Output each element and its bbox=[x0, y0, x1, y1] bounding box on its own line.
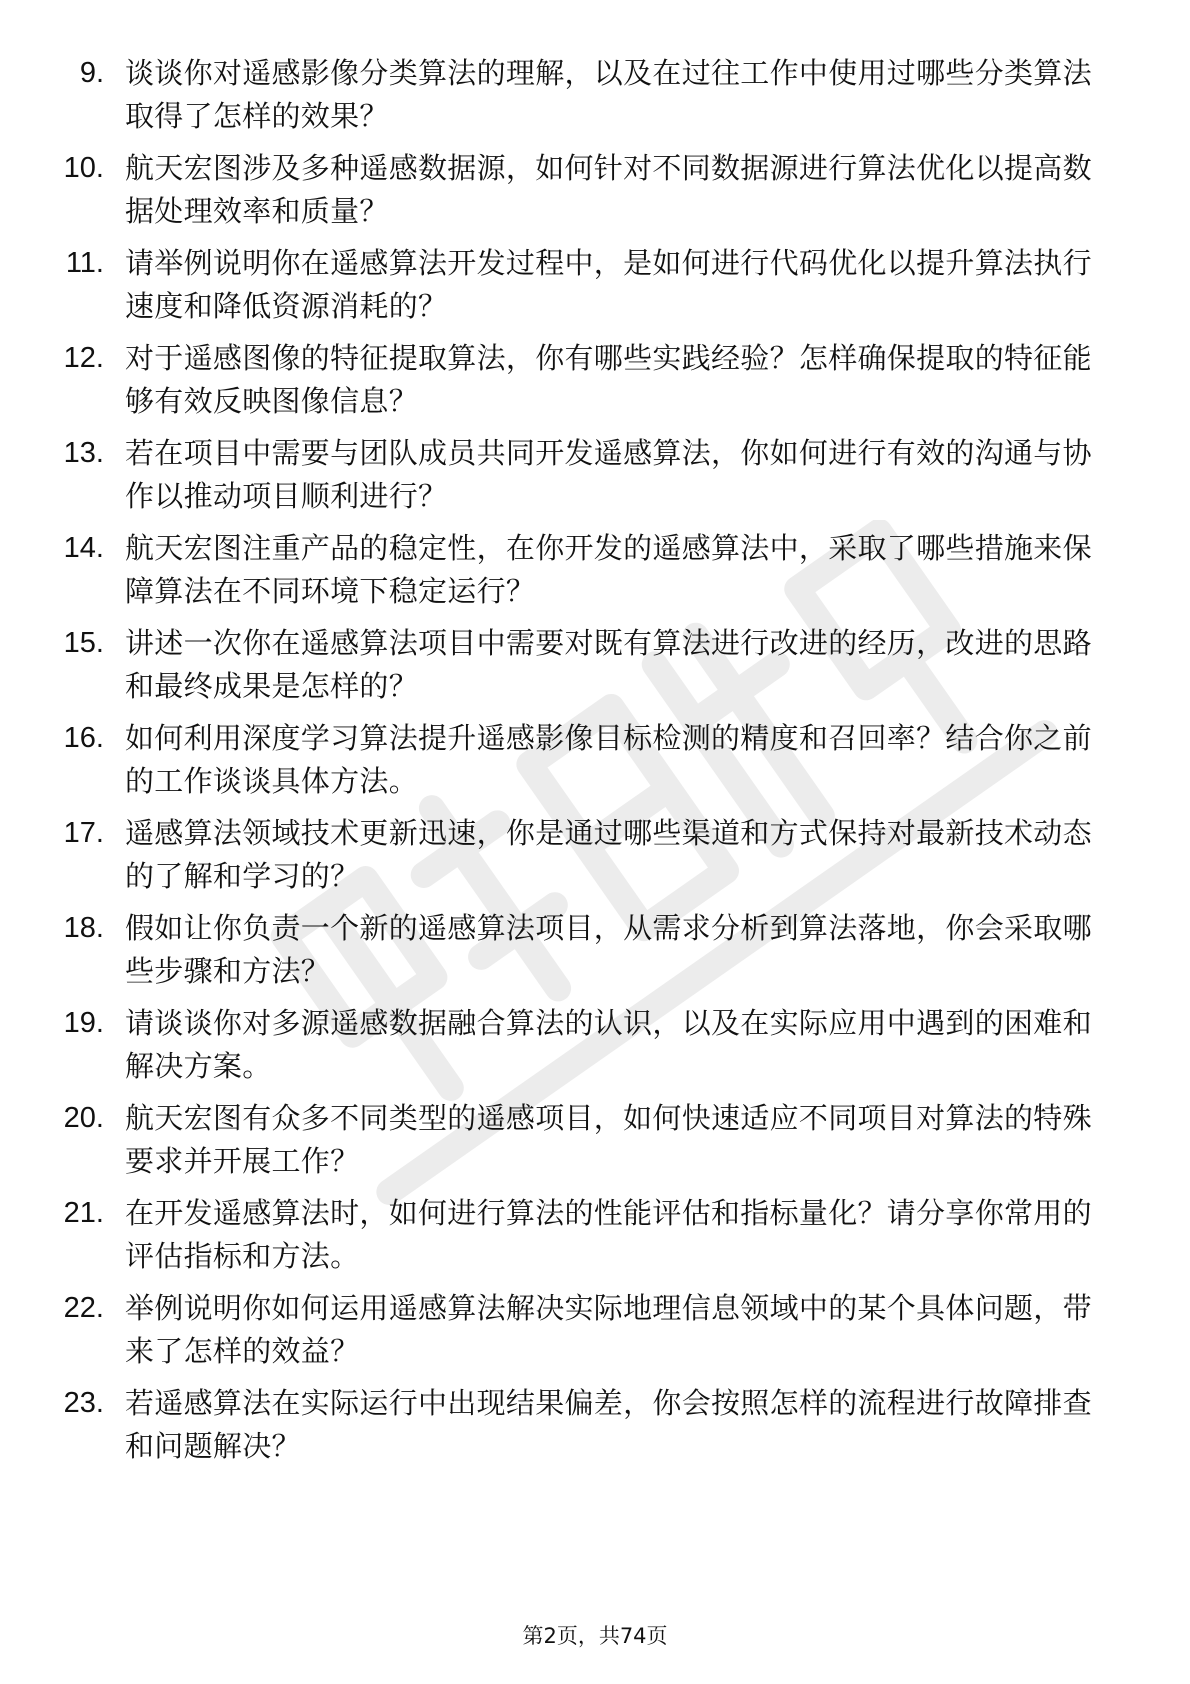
question-item bbox=[0, 147, 1190, 242]
question-text: 航天宏图有众多不同类型的遥感项目，如何快速适应不同项目对算法的特殊要求并开展工作？ bbox=[125, 1101, 1092, 1178]
question-text: 航天宏图注重产品的稳定性，在你开发的遥感算法中，采取了哪些措施来保障算法在不同环境下稳定运行？ bbox=[125, 531, 1092, 608]
question-item bbox=[0, 52, 1190, 147]
page-footer: 第2页，共74页 bbox=[522, 1624, 668, 1648]
question-text: 若遥感算法在实际运行中出现结果偏差，你会按照怎样的流程进行故障排查和问题解决？ bbox=[125, 1386, 1092, 1463]
question-number: 17. bbox=[63, 817, 104, 849]
question-text: 谈谈你对遥感影像分类算法的理解，以及在过往工作中使用过哪些分类算法取得了怎样的效果？ bbox=[125, 56, 1092, 133]
question-item bbox=[0, 1097, 1190, 1192]
question-text: 对于遥感图像的特征提取算法，你有哪些实践经验？怎样确保提取的特征能够有效反映图像信息？ bbox=[125, 341, 1092, 418]
question-text: 假如让你负责一个新的遥感算法项目，从需求分析到算法落地，你会采取哪些步骤和方法？ bbox=[125, 911, 1092, 988]
question-item bbox=[0, 337, 1190, 432]
question-list bbox=[0, 52, 1190, 1477]
question-text: 如何利用深度学习算法提升遥感影像目标检测的精度和召回率？结合你之前的工作谈谈具体方法。 bbox=[125, 721, 1092, 798]
question-item bbox=[0, 242, 1190, 337]
question-number: 22. bbox=[63, 1292, 104, 1324]
question-item bbox=[0, 622, 1190, 717]
question-number: 11. bbox=[65, 247, 104, 279]
question-text: 举例说明你如何运用遥感算法解决实际地理信息领域中的某个具体问题，带来了怎样的效益？ bbox=[125, 1291, 1092, 1368]
question-number: 12. bbox=[63, 342, 104, 374]
question-number: 23. bbox=[63, 1387, 104, 1419]
question-text: 在开发遥感算法时，如何进行算法的性能评估和指标量化？请分享你常用的评估指标和方法。 bbox=[125, 1196, 1092, 1273]
question-text: 请谈谈你对多源遥感数据融合算法的认识，以及在实际应用中遇到的困难和解决方案。 bbox=[125, 1006, 1092, 1083]
question-number: 13. bbox=[63, 437, 104, 469]
question-item bbox=[0, 1287, 1190, 1382]
question-text: 请举例说明你在遥感算法开发过程中，是如何进行代码优化以提升算法执行速度和降低资源消耗的？ bbox=[125, 246, 1092, 323]
question-text: 讲述一次你在遥感算法项目中需要对既有算法进行改进的经历，改进的思路和最终成果是怎样的？ bbox=[125, 626, 1092, 703]
question-number: 16. bbox=[63, 722, 104, 754]
question-item bbox=[0, 1192, 1190, 1287]
question-number: 20. bbox=[63, 1102, 104, 1134]
question-item bbox=[0, 907, 1190, 1002]
question-number: 14. bbox=[63, 532, 104, 564]
question-item bbox=[0, 1002, 1190, 1097]
question-number: 9. bbox=[79, 57, 104, 89]
question-text: 航天宏图涉及多种遥感数据源，如何针对不同数据源进行算法优化以提高数据处理效率和质量？ bbox=[125, 151, 1092, 228]
question-number: 15. bbox=[63, 627, 104, 659]
question-item bbox=[0, 1382, 1190, 1477]
question-text: 遥感算法领域技术更新迅速，你是通过哪些渠道和方式保持对最新技术动态的了解和学习的？ bbox=[125, 816, 1092, 893]
question-item bbox=[0, 527, 1190, 622]
question-number: 19. bbox=[63, 1007, 104, 1039]
question-text: 若在项目中需要与团队成员共同开发遥感算法，你如何进行有效的沟通与协作以推动项目顺利进行？ bbox=[125, 436, 1092, 513]
question-item bbox=[0, 432, 1190, 527]
question-number: 21. bbox=[63, 1197, 104, 1229]
question-number: 18. bbox=[63, 912, 104, 944]
question-item bbox=[0, 717, 1190, 812]
question-item bbox=[0, 812, 1190, 907]
question-number: 10. bbox=[63, 152, 104, 184]
